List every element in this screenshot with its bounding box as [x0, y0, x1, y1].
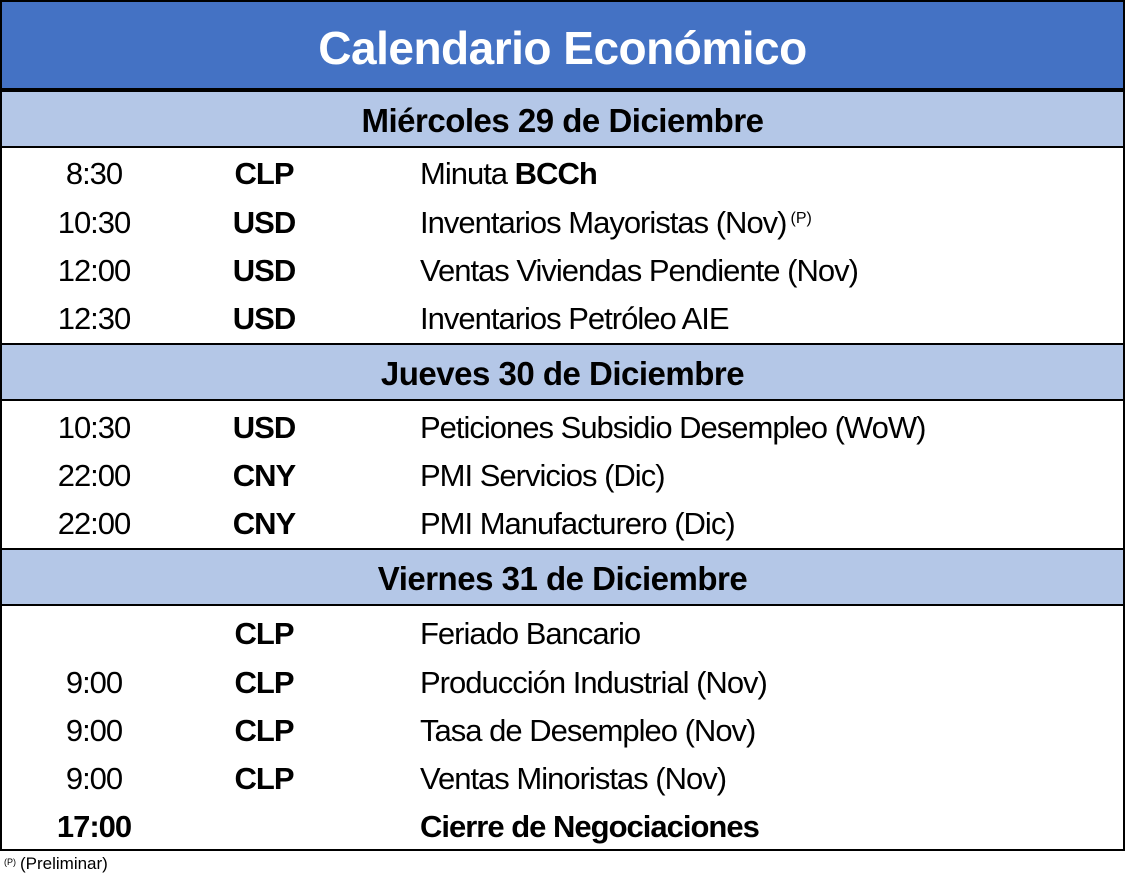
event-currency: CLP	[234, 616, 294, 651]
event-name: PMI Manufacturero (Dic)	[420, 506, 735, 541]
event-name	[420, 150, 597, 198]
event-time: 22:00	[57, 458, 131, 493]
event-row	[2, 452, 1123, 500]
event-time: 9:00	[65, 713, 123, 748]
day-header-friday: Viernes 31 de Diciembre	[2, 548, 1123, 606]
event-time: 9:00	[65, 665, 123, 700]
event-name: PMI Servicios (Dic)	[420, 458, 665, 493]
event-row	[2, 150, 1123, 198]
event-time: 12:00	[57, 253, 131, 288]
event-row	[2, 610, 1123, 658]
event-time: 12:30	[57, 301, 131, 336]
event-name: Inventarios Petróleo AIE	[420, 301, 729, 336]
event-row	[2, 659, 1123, 707]
event-name: Producción Industrial (Nov)	[420, 665, 767, 700]
calendar-title: Calendario Económico	[2, 2, 1123, 90]
event-name: Cierre de Negociaciones	[420, 809, 759, 844]
event-currency: USD	[232, 205, 296, 240]
event-name: Ventas Minoristas (Nov)	[420, 761, 727, 796]
event-currency: CLP	[234, 713, 294, 748]
event-row	[2, 803, 1123, 851]
event-time: 10:30	[57, 205, 131, 240]
event-row	[2, 247, 1123, 295]
event-currency: CLP	[234, 761, 294, 796]
footnote	[4, 852, 108, 876]
event-currency: USD	[232, 301, 296, 336]
event-name: Tasa de Desempleo (Nov)	[420, 713, 756, 748]
event-currency: USD	[232, 253, 296, 288]
event-currency: CLP	[234, 156, 294, 191]
event-row	[2, 755, 1123, 803]
event-currency: CNY	[232, 458, 296, 493]
preliminary-marker: (P)	[790, 210, 812, 227]
event-row	[2, 199, 1123, 247]
event-currency: USD	[232, 410, 296, 445]
event-time: 22:00	[57, 506, 131, 541]
event-name	[420, 199, 812, 247]
event-name-text: Minuta	[420, 156, 515, 191]
event-row	[2, 295, 1123, 343]
event-row	[2, 500, 1123, 548]
event-time: 10:30	[57, 410, 131, 445]
event-name: Feriado Bancario	[420, 616, 641, 651]
event-row	[2, 404, 1123, 452]
event-name-bold: BCCh	[514, 156, 597, 191]
event-name: Peticiones Subsidio Desempleo (WoW)	[420, 410, 926, 445]
event-name: Ventas Viviendas Pendiente (Nov)	[420, 253, 858, 288]
event-currency: CLP	[234, 665, 294, 700]
footnote-text: (Preliminar)	[20, 854, 108, 873]
footnote-mark: (P)	[4, 857, 16, 867]
day-header-wednesday: Miércoles 29 de Diciembre	[2, 90, 1123, 148]
event-row	[2, 707, 1123, 755]
event-time: 17:00	[56, 809, 132, 844]
event-time: 8:30	[65, 156, 123, 191]
event-name-text: Inventarios Mayoristas (Nov)	[420, 205, 787, 240]
event-time: 9:00	[65, 761, 123, 796]
event-currency: CNY	[232, 506, 296, 541]
day-header-thursday: Jueves 30 de Diciembre	[2, 343, 1123, 401]
